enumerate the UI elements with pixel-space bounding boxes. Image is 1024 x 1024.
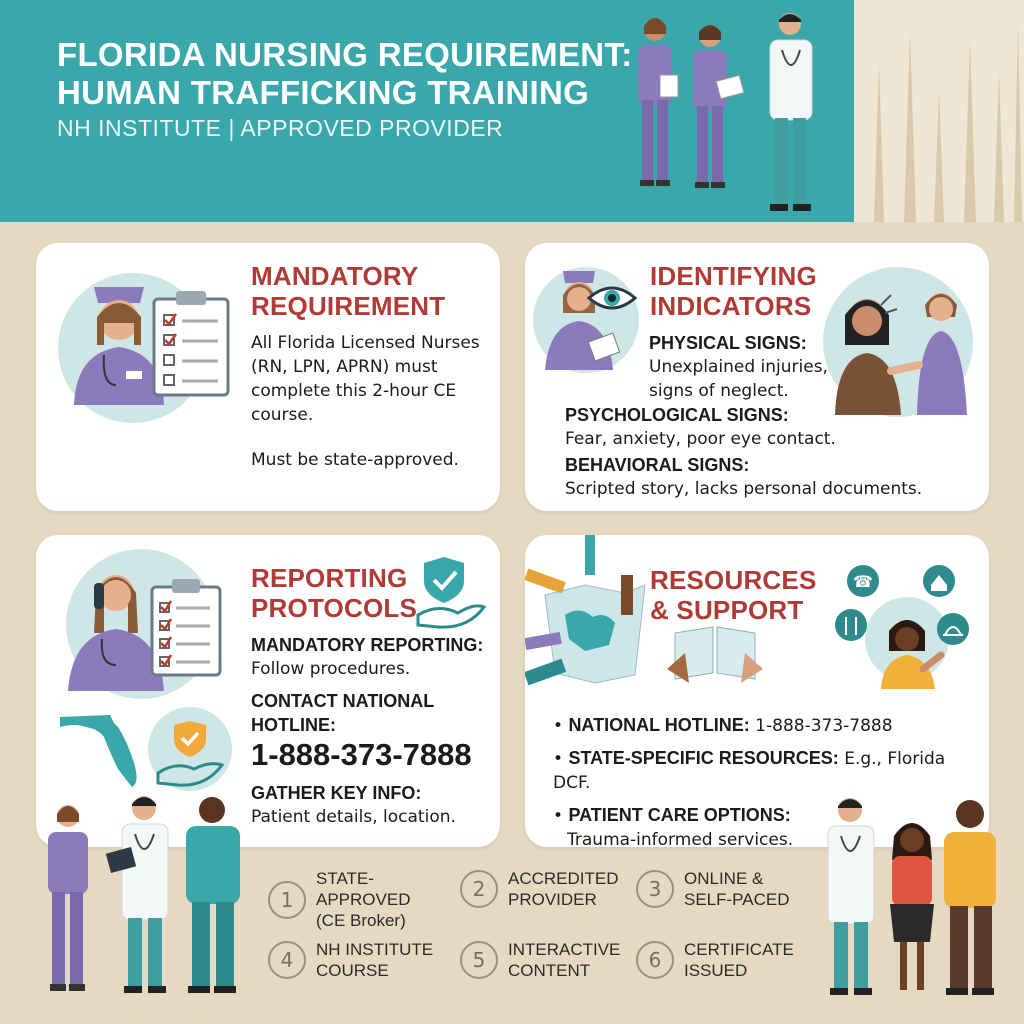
feature-item-4 [268, 939, 446, 981]
card-mandatory-requirement [36, 243, 500, 511]
book-hands-icon [665, 613, 765, 693]
resource-bullet-2-label: STATE-SPECIFIC RESOURCES: [568, 748, 839, 768]
contact-hotline-label-line-1: CONTACT NATIONAL [251, 691, 435, 711]
feature-number-6: 6 [636, 941, 674, 979]
resources-heading-line-1: RESOURCES [650, 565, 817, 595]
hotline-number: 1-888-373-7888 [251, 737, 472, 772]
mandatory-text [251, 331, 491, 427]
gather-info [251, 781, 496, 829]
mandatory-text-line-3: complete this 2-hour CE [251, 381, 457, 401]
resource-bullet-2-text: E.g., Florida DCF. [553, 749, 946, 793]
eye-icon [587, 283, 637, 313]
mandatory-heading-line-1: MANDATORY [251, 261, 419, 291]
feature-item-6 [636, 939, 814, 981]
feature-label-2 [508, 868, 638, 910]
feature-number-2: 2 [460, 870, 498, 908]
feature-2-line-1: ACCREDITED [508, 869, 619, 888]
shield-hand-icon [418, 553, 488, 633]
medical-team-illustration [36, 790, 266, 1000]
title-line-1: FLORIDA NURSING REQUIREMENT: [57, 36, 633, 73]
behavioral-signs-label: BEHAVIORAL SIGNS: [565, 455, 750, 475]
feature-1-line-2: (CE Broker) [316, 911, 406, 930]
reporting-heading [251, 563, 417, 623]
physical-signs-line-1: Unexplained injuries, [649, 357, 828, 377]
shield-check-icon [148, 707, 232, 791]
resources-heading [650, 565, 817, 625]
mandatory-note: Must be state-approved. [251, 450, 459, 470]
feature-label-4 [316, 939, 446, 981]
resource-bullet-1-label: NATIONAL HOTLINE: [568, 715, 750, 735]
mandatory-reporting-text: Follow procedures. [251, 659, 411, 679]
feature-number-1: 1 [268, 881, 306, 919]
feature-number-3: 3 [636, 870, 674, 908]
mandatory-text-line-4: course. [251, 405, 314, 425]
reporting-heading-line-1: REPORTING [251, 563, 408, 593]
mandatory-heading-line-2: REQUIREMENT [251, 291, 446, 321]
curtain-backdrop [854, 0, 1024, 222]
physical-signs-line-2: signs of neglect. [649, 381, 789, 401]
feature-5-line-2: CONTENT [508, 961, 591, 980]
feature-3-line-1: ONLINE & [684, 869, 764, 888]
resources-heading-line-2: & SUPPORT [650, 595, 804, 625]
feature-6-line-1: CERTIFICATE [684, 940, 794, 959]
gather-info-label: GATHER KEY INFO: [251, 783, 422, 803]
psychological-signs-label: PSYCHOLOGICAL SIGNS: [565, 405, 789, 425]
support-icons-cluster [829, 559, 979, 699]
page-title [57, 36, 633, 112]
checklist-clipboard-icon [150, 579, 230, 679]
florida-map-icon [58, 713, 148, 793]
mandatory-text-line-1: All Florida Licensed Nurses [251, 333, 480, 353]
header-banner [0, 0, 1024, 222]
resource-bullet-3-label: PATIENT CARE OPTIONS: [568, 805, 791, 825]
psychological-signs-text: Fear, anxiety, poor eye contact. [565, 429, 836, 449]
feature-item-3 [636, 868, 814, 910]
mandatory-heading [251, 261, 445, 321]
feature-item-5 [460, 939, 638, 981]
resource-bullet-3: • PATIENT CARE OPTIONS: Trauma-informed services. [553, 803, 983, 847]
checklist-clipboard-icon [152, 291, 242, 401]
mandatory-reporting-label: MANDATORY REPORTING: [251, 635, 484, 655]
psychological-signs [565, 403, 985, 451]
feature-2-line-2: PROVIDER [508, 890, 597, 909]
gather-info-text: Patient details, location. [251, 807, 456, 827]
feature-4-line-2: COURSE [316, 961, 389, 980]
resource-bullet-2: • STATE-SPECIFIC RESOURCES: E.g., Florida DCF. [553, 748, 946, 793]
reporting-heading-line-2: PROTOCOLS [251, 593, 418, 623]
contact-hotline-label-line-2: HOTLINE: [251, 715, 336, 735]
feature-item-1 [268, 868, 446, 931]
title-line-2: HUMAN TRAFFICKING TRAINING [57, 74, 590, 111]
feature-number-5: 5 [460, 941, 498, 979]
indicators-heading-line-2: INDICATORS [650, 291, 812, 321]
feature-label-5 [508, 939, 638, 981]
behavioral-signs [565, 453, 985, 501]
mandatory-reporting [251, 633, 496, 681]
feature-4-line-1: NH INSTITUTE [316, 940, 434, 959]
physical-signs-label: PHYSICAL SIGNS: [649, 333, 807, 353]
resource-bullet-1-text: 1-888-373-7888 [755, 716, 893, 736]
svg-text:☎: ☎ [853, 572, 873, 591]
feature-label-1 [316, 868, 446, 931]
feature-label-6 [684, 939, 814, 981]
indicators-heading [650, 261, 817, 321]
behavioral-signs-text: Scripted story, lacks personal documents. [565, 479, 923, 499]
resource-bullet-1: • NATIONAL HOTLINE: 1-888-373-7888 [553, 715, 893, 736]
contact-hotline [251, 689, 496, 773]
page-subtitle: NH INSTITUTE | APPROVED PROVIDER [57, 115, 504, 141]
feature-item-2 [460, 868, 638, 910]
nurse-clipboard-icon [535, 265, 635, 375]
curtain-stripes [854, 0, 1024, 222]
feature-3-line-2: SELF-PACED [684, 890, 790, 909]
card-identifying-indicators [525, 243, 989, 511]
distressed-patient-icon [821, 265, 981, 415]
feature-label-3 [684, 868, 814, 910]
mandatory-text-line-2: (RN, LPN, APRN) must [251, 357, 438, 377]
medical-staff-illustration [620, 0, 860, 222]
physical-signs [649, 331, 839, 403]
indicators-heading-line-1: IDENTIFYING [650, 261, 817, 291]
feature-6-line-2: ISSUED [684, 961, 748, 980]
feature-1-line-1: STATE-APPROVED [316, 869, 411, 909]
doctor-patients-illustration [820, 790, 1020, 1000]
feature-number-4: 4 [268, 941, 306, 979]
resource-bullet-3-text: Trauma-informed services. [567, 830, 794, 847]
feature-5-line-1: INTERACTIVE [508, 940, 621, 959]
